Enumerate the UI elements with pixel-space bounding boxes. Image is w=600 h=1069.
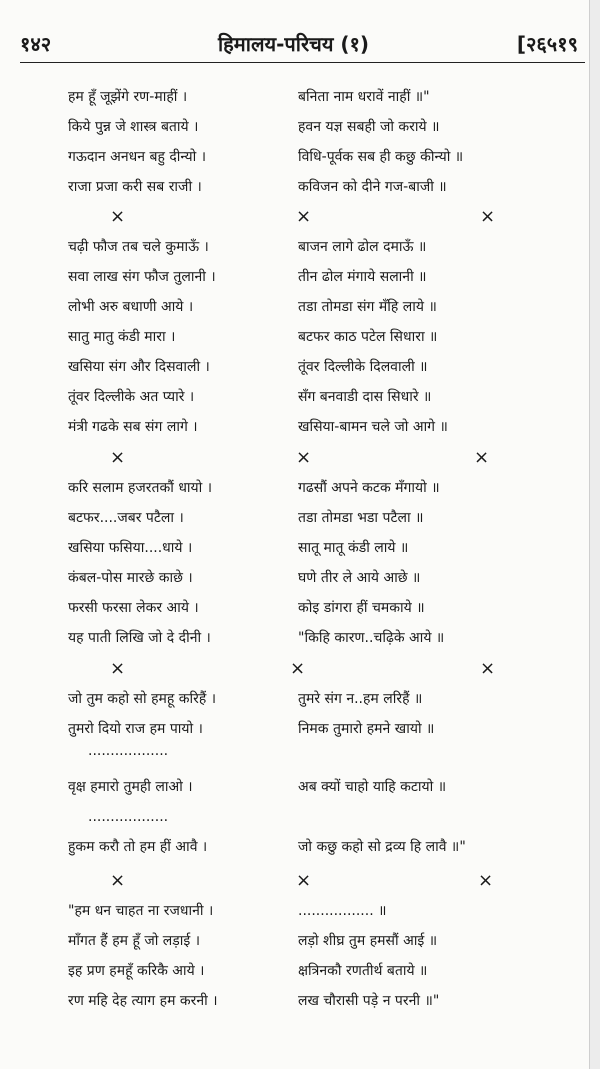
separator-mark: × <box>290 658 306 679</box>
verse-left: गऊदान अनधन बहु दीन्यो । <box>68 149 207 165</box>
verse-right: बनिता नाम धरावें नाहीं ॥" <box>298 89 430 105</box>
separator-mark: × <box>110 447 126 468</box>
verse-left: फरसी फरसा लेकर आये । <box>68 600 199 616</box>
ellipsis-line: .................. <box>88 809 169 825</box>
ellipsis-line: .................. <box>88 743 169 759</box>
verse-right: बटफर काठ पटेल सिधारा ॥ <box>298 329 438 345</box>
verse-left: जो तुम कहो सो हमहू करिहैं । <box>68 691 217 707</box>
verse-left: खसिया संग और दिसवाली । <box>68 359 210 375</box>
verse-right: क्षत्रिनकौ रणतीर्थ बताये ॥ <box>298 963 428 979</box>
verse-right: बाजन लागे ढोल दमाऊँ ॥ <box>298 239 427 255</box>
separator-mark: × <box>296 870 312 891</box>
verse-left: यह पाती लिखि जो दे दीनी । <box>68 630 211 646</box>
corner-mark: [२६५१९ <box>516 32 578 56</box>
verse-left: सवा लाख संग फौज तुलानी । <box>68 269 216 285</box>
verse-right: निमक तुमारो हमने खायो ॥ <box>298 721 435 737</box>
verse-left: करि सलाम हजरतकौं धायो । <box>68 480 213 496</box>
verse-right: खसिया-बामन चले जो आगे ॥ <box>298 419 448 435</box>
verse-left: तूंवर दिल्लीके अत प्यारे । <box>68 389 195 405</box>
separator-mark: × <box>474 447 490 468</box>
verse-right: घणे तीर ले आये आछे ॥ <box>298 570 421 586</box>
verse-left: हम हूँ जूझेंगे रण-माहीं । <box>68 89 188 105</box>
verse-left: "हम धन चाहत ना रजधानी । <box>68 903 214 919</box>
verse-right: गढसौं अपने कटक मँगायो ॥ <box>298 480 440 496</box>
verse-right: "किहि कारण..चढ़िके आये ॥ <box>298 630 445 646</box>
separator-mark: × <box>480 206 496 227</box>
verse-right: लख चौरासी पड़े न परनी ॥" <box>298 993 440 1009</box>
verse-right: तुमरे संग न..हम लरिहैं ॥ <box>298 691 423 707</box>
verse-right: सँग बनवाडी दास सिधारे ॥ <box>298 389 432 405</box>
verse-left: किये पुन्न जे शास्त्र बताये । <box>68 119 199 135</box>
verse-right: तीन ढोल मंगाये सलानी ॥ <box>298 269 427 285</box>
page-number: १४२ <box>20 32 52 56</box>
verse-left: लोभी अरु बधाणी आये । <box>68 299 194 315</box>
verse-right: कविजन को दीने गज-बाजी ॥ <box>298 179 447 195</box>
verse-left: मंत्री गढके सब संग लागे । <box>68 419 198 435</box>
verse-right: जो कछु कहो सो द्रव्य हि लावै ॥" <box>298 839 466 855</box>
verse-left: इह प्रण हमहूँ करिकै आये । <box>68 963 205 979</box>
running-title: हिमालय-परिचय (१) <box>218 32 370 56</box>
page-edge <box>589 0 600 1069</box>
separator-mark: × <box>296 447 312 468</box>
separator-mark: × <box>110 206 126 227</box>
verse-right: सातू मातू कंडी लाये ॥ <box>298 540 409 556</box>
verse-left: हुकम करौ तो हम हीं आवै । <box>68 839 208 855</box>
verse-right: कोइ डांगरा हीं चमकाये ॥ <box>298 600 425 616</box>
verse-left: बटफर....जबर पटैला । <box>68 510 184 526</box>
verse-left: कंबल-पोस मारछे काछे । <box>68 570 193 586</box>
verse-left: रण महि देह त्याग हम करनी । <box>68 993 218 1009</box>
verse-left: राजा प्रजा करी सब राजी । <box>68 179 202 195</box>
header-rule <box>20 62 585 63</box>
verse-right: ................. ॥ <box>298 903 387 919</box>
verse-right: हवन यज्ञ सबही जो कराये ॥ <box>298 119 440 135</box>
verse-left: माँगत हैं हम हूँ जो लड़ाई । <box>68 933 201 949</box>
verse-left: खसिया फसिया....धाये । <box>68 540 193 556</box>
verse-left: सातु मातु कंडी मारा । <box>68 329 176 345</box>
verse-right: तडा तोमडा भडा पटैला ॥ <box>298 510 424 526</box>
verse-right: तडा तोमडा संग मँहि लाये ॥ <box>298 299 437 315</box>
separator-mark: × <box>478 870 494 891</box>
verse-right: विधि-पूर्वक सब ही कछु कीन्यो ॥ <box>298 149 464 165</box>
verse-right: तूंवर दिल्लीके दिलवाली ॥ <box>298 359 428 375</box>
separator-mark: × <box>110 870 126 891</box>
verse-right: अब क्यों चाहो याहि कटायो ॥ <box>298 779 447 795</box>
separator-mark: × <box>110 658 126 679</box>
separator-mark: × <box>480 658 496 679</box>
verse-right: लड़ो शीघ्र तुम हमसौं आई ॥ <box>298 933 438 949</box>
verse-left: वृक्ष हमारो तुमही लाओ । <box>68 779 193 795</box>
verse-left: तुमरो दियो राज हम पायो । <box>68 721 203 737</box>
verse-left: चढ़ी फौज तब चले कुमाऊँ । <box>68 239 209 255</box>
separator-mark: × <box>296 206 312 227</box>
